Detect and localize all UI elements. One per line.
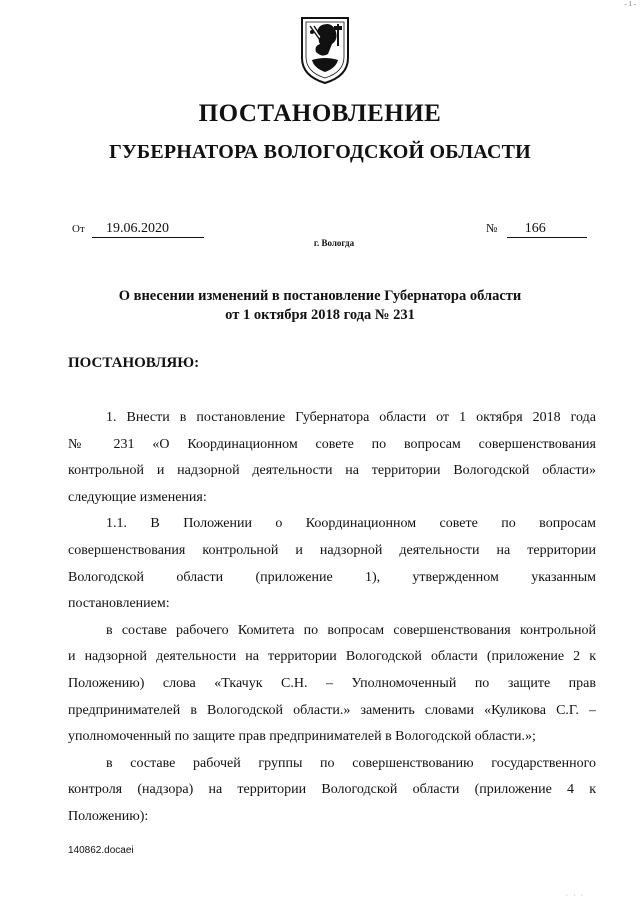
paragraph-4 <box>68 751 596 831</box>
text-line: 1.1. В Положении о Координационном совете по вопросам <box>106 516 596 532</box>
document-date: 19.06.2020 <box>92 221 204 238</box>
text-line: уполномоченный по защите прав предпринимателей в Вологодской области.»; <box>68 729 536 745</box>
paragraph-3 <box>68 618 596 751</box>
text-line: № 231 «О Координационном совете по вопросам совершенствования <box>68 436 596 452</box>
paragraph-2 <box>68 511 596 617</box>
text-line: совершенствования контрольной и надзорной деятельности на территории <box>68 542 596 558</box>
text-line: постановлением: <box>68 596 170 612</box>
document-number: 166 <box>507 221 587 238</box>
document-subject <box>0 287 640 325</box>
text-line: Положению) слова «Ткачук С.Н. – Уполномоченный по защите прав <box>68 675 596 691</box>
resolve-heading: ПОСТАНОВЛЯЮ: <box>68 355 200 371</box>
document-subtitle: ГУБЕРНАТОРА ВОЛОГОДСКОЙ ОБЛАСТИ <box>109 141 531 163</box>
subject-line: от 1 октября 2018 года № 231 <box>225 307 415 323</box>
text-line: и надзорной деятельности на территории Вологодской области (приложение 2 к <box>68 649 596 665</box>
subject-line: О внесении изменений в постановление Губернатора области <box>118 288 522 304</box>
document-title: ПОСТАНОВЛЕНИЕ <box>198 100 442 127</box>
paragraph-1 <box>68 405 596 511</box>
text-line: 1. Внести в постановление Губернатора области от 1 октября 2018 года <box>106 410 596 425</box>
date-prefix: От <box>72 223 85 235</box>
document-body <box>68 405 596 831</box>
number-row <box>486 220 587 238</box>
text-line: Положению): <box>68 808 149 824</box>
text-line: следующие изменения: <box>68 489 207 505</box>
page-corner-mark: - 1 - <box>624 0 636 8</box>
text-line: контрольной и надзорной деятельности на территории Вологодской области» <box>68 463 596 479</box>
bottom-page-mark: · · · <box>566 893 585 899</box>
text-line: в составе рабочего Комитета по вопросам совершенствования контрольной <box>106 622 596 638</box>
date-row <box>72 220 204 238</box>
text-line: в составе рабочей группы по совершенствованию государственного <box>106 755 596 771</box>
text-line: предпринимателей в Вологодской области.» заменить словами «Куликова С.Г. – <box>68 702 596 718</box>
text-line: контроля (надзора) на территории Вологодской области (приложение 4 к <box>68 782 596 798</box>
file-id-footer: 140862.docaei <box>68 845 134 856</box>
number-prefix: № <box>486 221 498 235</box>
city-label: г. Вологда <box>313 238 355 248</box>
coat-of-arms-emblem <box>298 14 352 86</box>
text-line: Вологодской области (приложение 1), утвержденном указанным <box>68 569 596 585</box>
